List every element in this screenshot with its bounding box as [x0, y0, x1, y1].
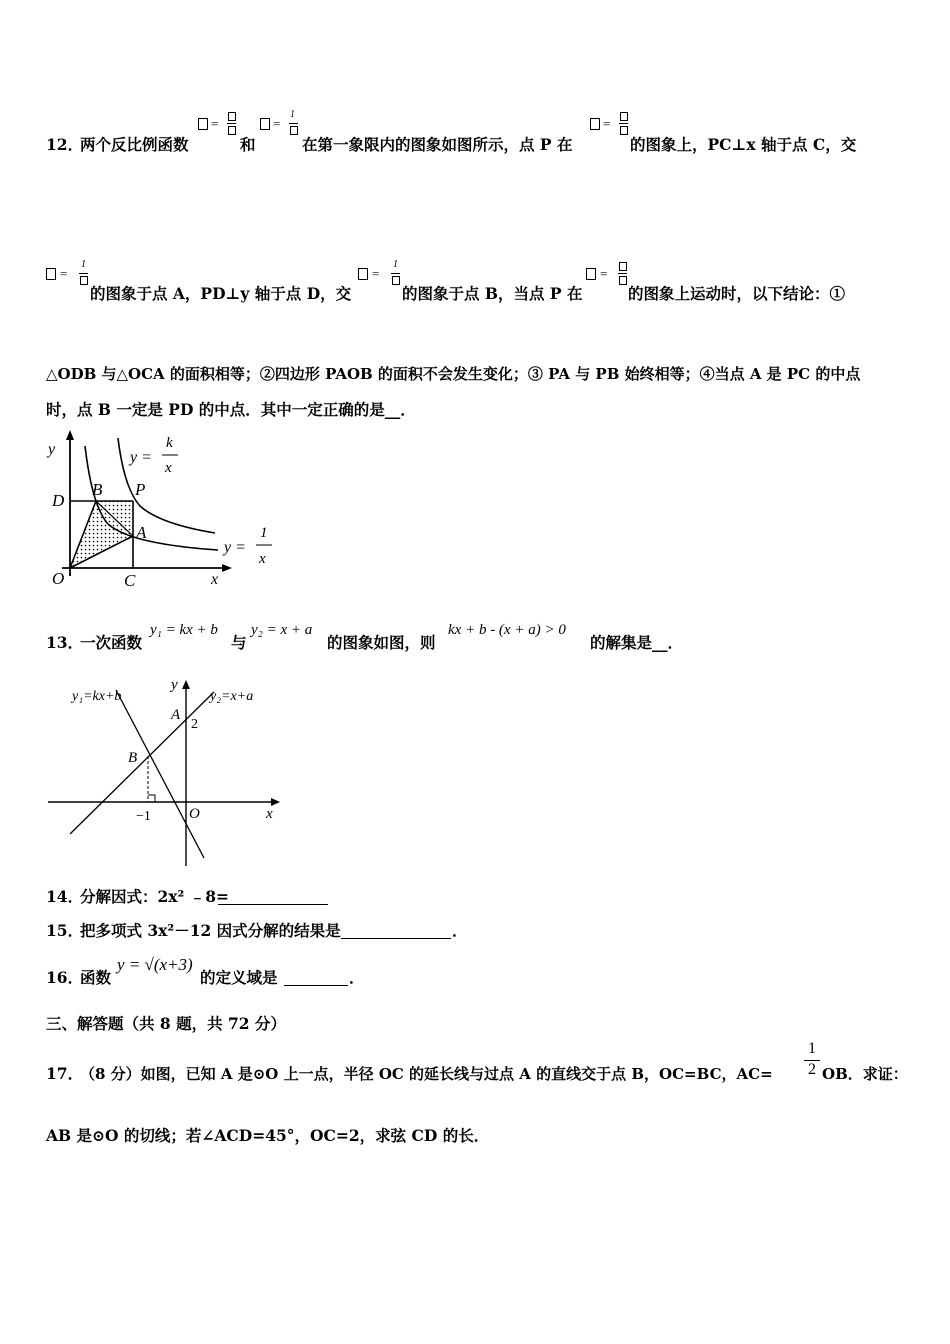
q13-text-d: 的解集是__． — [590, 633, 684, 652]
line-y2-label: y₂=x+a — [210, 689, 254, 704]
q17-text-line2: AB 是⊙O 的切线；若∠ACD=45°，OC=2，求弦 CD 的长． — [46, 1126, 490, 1145]
formula-y-1-over-x: = 1 — [46, 262, 90, 292]
q15-text: 把多项式 3x²－12 因式分解的结果是 — [80, 921, 341, 940]
q12-text-line2b: 的图象于点 B，当点 P 在 — [402, 284, 583, 303]
formula-y-k-over-x: = — [590, 112, 630, 142]
q13-text-a: 一次函数 — [80, 633, 143, 652]
x-axis-arrow — [222, 564, 232, 572]
q13-text-c: 的图象如图，则 — [327, 633, 436, 652]
q16-end: ． — [349, 968, 365, 987]
origin-label: O — [52, 569, 65, 588]
origin-label: O — [189, 806, 200, 822]
right-angle-mark — [148, 795, 155, 802]
formula-y-1-over-x: = 1 — [260, 112, 302, 142]
point-b-label: B — [128, 750, 138, 766]
q15-number: 15． — [46, 921, 84, 940]
q16-number: 16． — [46, 968, 84, 987]
q13-text-b: 与 — [231, 633, 247, 652]
q17-fraction-num: 1 — [808, 1040, 816, 1057]
q15-answer-blank[interactable] — [341, 938, 451, 939]
formula-y-1-over-x: = 1 — [358, 262, 402, 292]
x-axis-arrow — [271, 798, 280, 806]
q15-end: ． — [452, 921, 468, 940]
point-a-label: A — [171, 707, 181, 723]
q12-text-quadrant: 在第一象限内的图象如图所示，点 P 在 — [302, 135, 573, 154]
point-b-label: B — [92, 480, 103, 499]
point-a-label: A — [136, 523, 147, 542]
q12-text-line2a: 的图象于点 A，PD⊥y 轴于点 D，交 — [90, 284, 352, 303]
q12-text-line1-end: 的图象上，PC⊥x 轴于点 C，交 — [630, 135, 857, 154]
formula-y-k-over-x: = — [198, 112, 238, 142]
q12-text-line3: △ODB 与△OCA 的面积相等；②四边形 PAOB 的面积不会发生变化；③ PA 与 PB 始终相等；④当点 A 是 PC 的中点 — [46, 365, 861, 383]
x-axis-label: x — [266, 806, 273, 822]
y-axis-label: y — [48, 441, 56, 458]
curve-k-label-den: x — [165, 460, 172, 476]
q17-text-line1: （8 分）如图，已知 A 是⊙O 上一点，半径 OC 的延长线与过点 A 的直线交于点 B，OC=BC，AC= — [80, 1065, 773, 1083]
q17-fraction-den: 2 — [804, 1060, 820, 1079]
curve-1-label-y: y = — [224, 539, 246, 556]
y-axis-arrow — [182, 680, 190, 689]
q12-graph — [40, 428, 290, 593]
curve-k-label-num: k — [166, 435, 173, 451]
formula-y-k-over-x: = — [586, 262, 628, 292]
q13-inequality: kx + b - (x + a) > 0 — [448, 622, 566, 638]
q12-text-line4: 时，点 B 一定是 PD 的中点．其中一定正确的是__． — [46, 400, 416, 419]
y-intercept-2-label: 2 — [191, 717, 198, 732]
q17-text-line1-end: OB．求证： — [822, 1065, 908, 1083]
curve-1-label-num: 1 — [260, 525, 268, 541]
q17-number: 17． — [46, 1064, 84, 1083]
q13-number: 13． — [46, 633, 84, 652]
q14-text: 分解因式：2x² ﹣8= — [80, 887, 229, 906]
q13-formula-y2: y₂ = x + a — [251, 622, 313, 638]
q16-function-formula: y = √(x+3) — [117, 955, 193, 974]
point-p-label: P — [135, 480, 146, 499]
q16-text-a: 函数 — [80, 968, 112, 987]
line-y1-label: y₁=kx+b — [72, 689, 122, 704]
q16-answer-blank[interactable] — [284, 985, 348, 986]
q16-text-b: 的定义域是 — [200, 968, 278, 987]
q13-formula-y1: y₁ = kx + b — [150, 622, 218, 638]
point-d-label: D — [52, 491, 65, 510]
curve-1-label-den: x — [259, 551, 266, 567]
section-3-heading: 三、解答题（共 8 题，共 72 分） — [46, 1014, 286, 1033]
q12-text-and: 和 — [240, 135, 256, 154]
y-axis-arrow — [66, 430, 74, 440]
x-axis-label: x — [211, 571, 219, 588]
shaded-quad-paob — [70, 501, 133, 568]
q14-number: 14． — [46, 887, 84, 906]
q14-answer-blank[interactable] — [218, 904, 328, 905]
y-axis-label: y — [171, 677, 178, 693]
q12-text-line2c: 的图象上运动时，以下结论：① — [628, 284, 846, 303]
point-c-label: C — [124, 571, 136, 590]
x-tick-neg1-label: −1 — [136, 809, 151, 824]
q13-graph — [44, 672, 289, 872]
curve-k-label-y: y = — [130, 449, 152, 466]
q17-fraction-half — [804, 1040, 820, 1079]
q12-text-intro: 两个反比例函数 — [80, 135, 189, 154]
q12-number: 12． — [46, 135, 84, 154]
